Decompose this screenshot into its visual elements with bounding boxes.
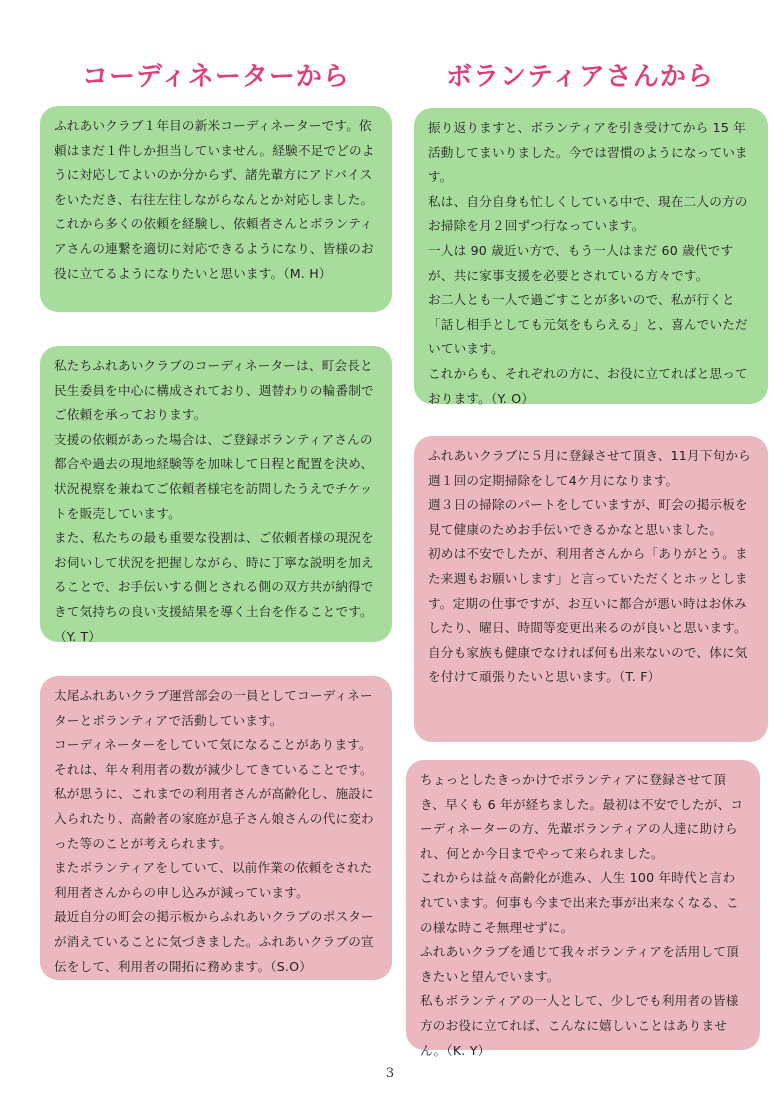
volunteer-message-1: 振り返りますと、ボランティアを引き受けてから 15 年活動してまいりました。今では習慣のようになっています。 私は、自分自身も忙しくしている中で、現在二人の方のお掃除を月２回ずつ行なっています。 一人は 90 歳近い方で、もう一人はまだ 60 歳代ですが、共に家事支援を必要とされている方々です。 お二人とも一人で過ごすことが多いので、私が行くと「話し相手としても元気をもらえる」と、喜んでいただいています。 これからも、それぞれの方に、お役に立てればと思っております。（Y. O） — [414, 108, 768, 404]
volunteer-message-3: ちょっとしたきっかけでボランティアに登録させて頂き、早くも 6 年が経ちました。最初は不安でしたが、コーディネーターの方、先輩ボランティアの人達に助けられ、何とか今日までやって来られました。 これからは益々高齢化が進み、人生 100 年時代と言われています。何事も今まで出来た事が出来なくなる、この様な時こそ無理せずに。 ふれあいクラブを通じて我々ボランティアを活用して頂きたいと望んでいます。 私もボランティアの一人として、少しでも利用者の皆様方のお役に立てれば、こんなに嬉しいことはありません。（K. Y） — [406, 760, 760, 1050]
page-number: 3 — [385, 1066, 395, 1081]
heading-coordinator: コーディネーターから — [82, 62, 350, 92]
coordinator-message-1: ふれあいクラブ１年目の新米コーディネーターです。依頼はまだ１件しか担当していません。経験不足でどのように対応してよいのか分からず、諸先輩方にアドバイスをいただき、右往左往しながらなんとか対応しました。 これから多くの依頼を経験し、依頼者さんとボランティアさんの連繋を適切に対応できるようになり、皆様のお役に立てるようになりたいと思います。（M. H） — [40, 106, 392, 312]
volunteer-message-2: ふれあいクラブに５月に登録させて頂き、11月下旬から週１回の定期掃除をして4ケ月になります。 週３日の掃除のパートをしていますが、町会の掲示板を見て健康のためお手伝いできるかなと思いました。 初めは不安でしたが、利用者さんから「ありがとう。また来週もお願いします」と言っていただくとホッとします。定期の仕事ですが、お互いに都合が悪い時はお休みしたり、曜日、時間等変更出来るのが良いと思います。 自分も家族も健康でなければ何も出来ないので、体に気を付けて頑張りたいと思います。（T. F） — [414, 436, 768, 742]
coordinator-message-2: 私たちふれあいクラブのコーディネーターは、町会長と民生委員を中心に構成されており、週替わりの輪番制でご依頼を承っております。 支援の依頼があった場合は、ご登録ボランティアさんの都合や過去の現地経験等を加味して日程と配置を決め、状況視察を兼ねてご依頼者様宅を訪問したうえでチケットを販売しています。 また、私たちの最も重要な役割は、ご依頼者様の現況をお伺いして状況を把握しながら、時に丁寧な説明を加えることで、お手伝いする側とされる側の双方共が納得できて気持ちの良い支援結果を導く土台を作ることです。（Y. T） — [40, 346, 392, 642]
heading-volunteer: ボランティアさんから — [446, 62, 714, 92]
coordinator-message-3: 太尾ふれあいクラブ運営部会の一員としてコーディネーターとボランティアで活動しています。 コーディネーターをしていて気になることがあります。それは、年々利用者の数が減少してきていることです。私が思うに、これまでの利用者さんが高齢化し、施設に入られたり、高齢者の家庭が息子さん娘さんの代に変わった等のことが考えられます。 またボランティアをしていて、以前作業の依頼をされた利用者さんからの申し込みが減っています。 最近自分の町会の掲示板からふれあいクラブのポスターが消えていることに気づきました。ふれあいクラブの宣伝をして、利用者の開拓に務めます。（S.O） — [40, 676, 392, 980]
